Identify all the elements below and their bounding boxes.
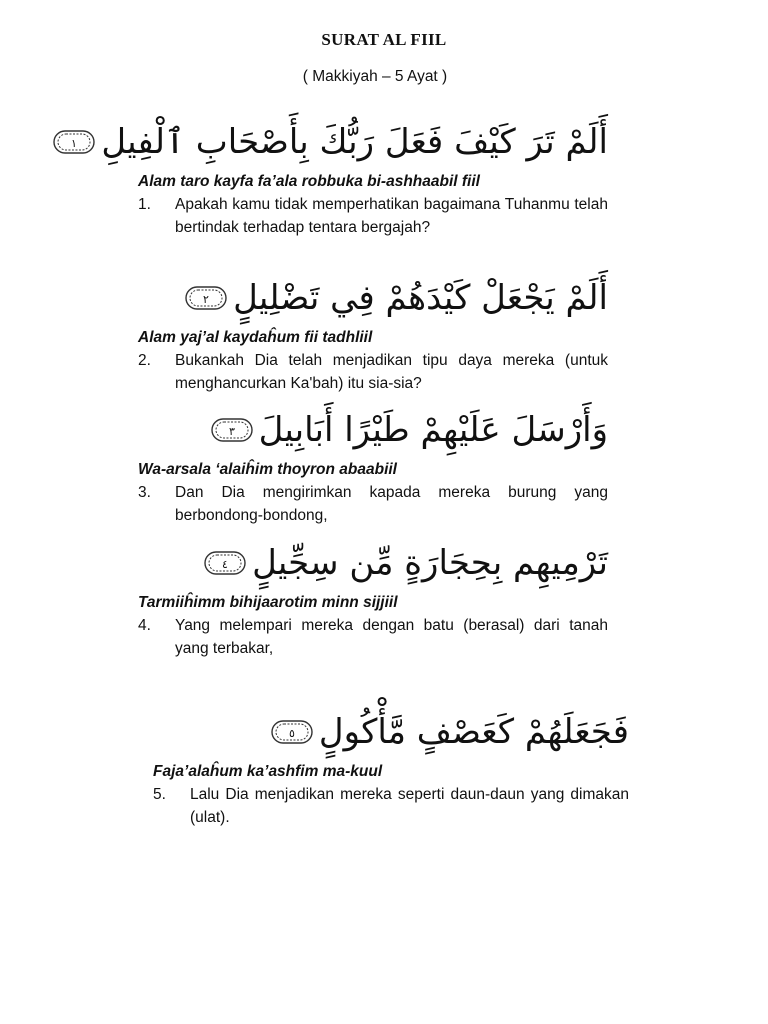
ayah-number-text: ٢ [203,292,210,306]
arabic-verse-text: تَرْمِيهِم بِحِجَارَةٍ مِّن سِجِّيلٍ [252,542,608,583]
translation-text: Apakah kamu tidak memperhatikan bagaimana Tuhanmu telah bertindak terhadap tentara bergajah? [175,196,608,236]
page-title: SURAT AL FIIL [321,30,447,49]
verse-2 [138,270,608,395]
translation-text: Dan Dia mengirimkan kapada mereka burung yang berbondong-bondong, [175,484,608,524]
ayah-number-text: ١ [71,136,78,150]
verse-number: 4. [138,617,151,634]
arabic-verse-text: أَلَمْ يَجْعَلْ كَيْدَهُمْ فِي تَضْلِيلٍ [233,277,608,318]
arabic-verse [138,270,608,322]
translation-text: Bukankah Dia telah menjadikan tipu daya mereka (untuk menghancurkan Ka'bah) itu sia-sia? [175,352,608,392]
translation [138,614,608,660]
ayah-number-marker-icon [211,418,253,442]
arabic-verse [138,535,608,587]
ayah-number-marker-icon [185,286,227,310]
transliteration: Wa-arsala ‘alaiĥim thoyron abaabiil [138,461,397,478]
arabic-verse [71,114,608,166]
arabic-verse [153,704,629,756]
transliteration: Alam taro kayfa fa’ala robbuka bi-ashhaabil fiil [138,173,480,190]
translation [138,481,608,527]
ayah-number-text: ٤ [222,557,229,571]
page-subtitle: ( Makkiyah – 5 Ayat ) [302,68,448,85]
verse-number: 2. [138,352,151,369]
arabic-verse-text: فَجَعَلَهُمْ كَعَصْفٍ مَّأْكُولٍ [318,711,629,752]
translation [138,349,608,395]
transliteration: Alam yaj’al kaydaĥum fii tadhliil [138,329,373,346]
verse-number: 3. [138,484,151,501]
arabic-verse-text: أَلَمْ تَرَ كَيْفَ فَعَلَ رَبُّكَ بِأَصْحَابِ ٱلْفِيلِ [101,121,608,162]
ayah-number-marker-icon [271,720,313,744]
verse-5 [153,704,629,829]
ayah-number-text: ٣ [228,424,235,438]
ayah-number-text: ٥ [288,726,295,740]
translation [153,783,629,829]
arabic-verse [138,402,608,454]
verse-number: 1. [138,196,151,213]
transliteration: Faja’alaĥum ka’ashfim ma-kuul [153,763,383,780]
translation-text: Lalu Dia menjadikan mereka seperti daun-daun yang dimakan (ulat). [190,786,629,826]
translation [138,193,608,239]
verse-3 [138,402,608,527]
transliteration: Tarmiiĥimm bihijaarotim minn sijjiil [138,594,398,611]
arabic-verse-text: وَأَرْسَلَ عَلَيْهِمْ طَيْرًا أَبَابِيلَ [258,409,608,450]
verse-4 [138,535,608,660]
ayah-number-marker-icon [53,130,95,154]
translation-text: Yang melempari mereka dengan batu (berasal) dari tanah yang terbakar, [175,617,608,657]
verse-1 [71,114,608,239]
verse-number: 5. [153,786,166,803]
ayah-number-marker-icon [204,551,246,575]
